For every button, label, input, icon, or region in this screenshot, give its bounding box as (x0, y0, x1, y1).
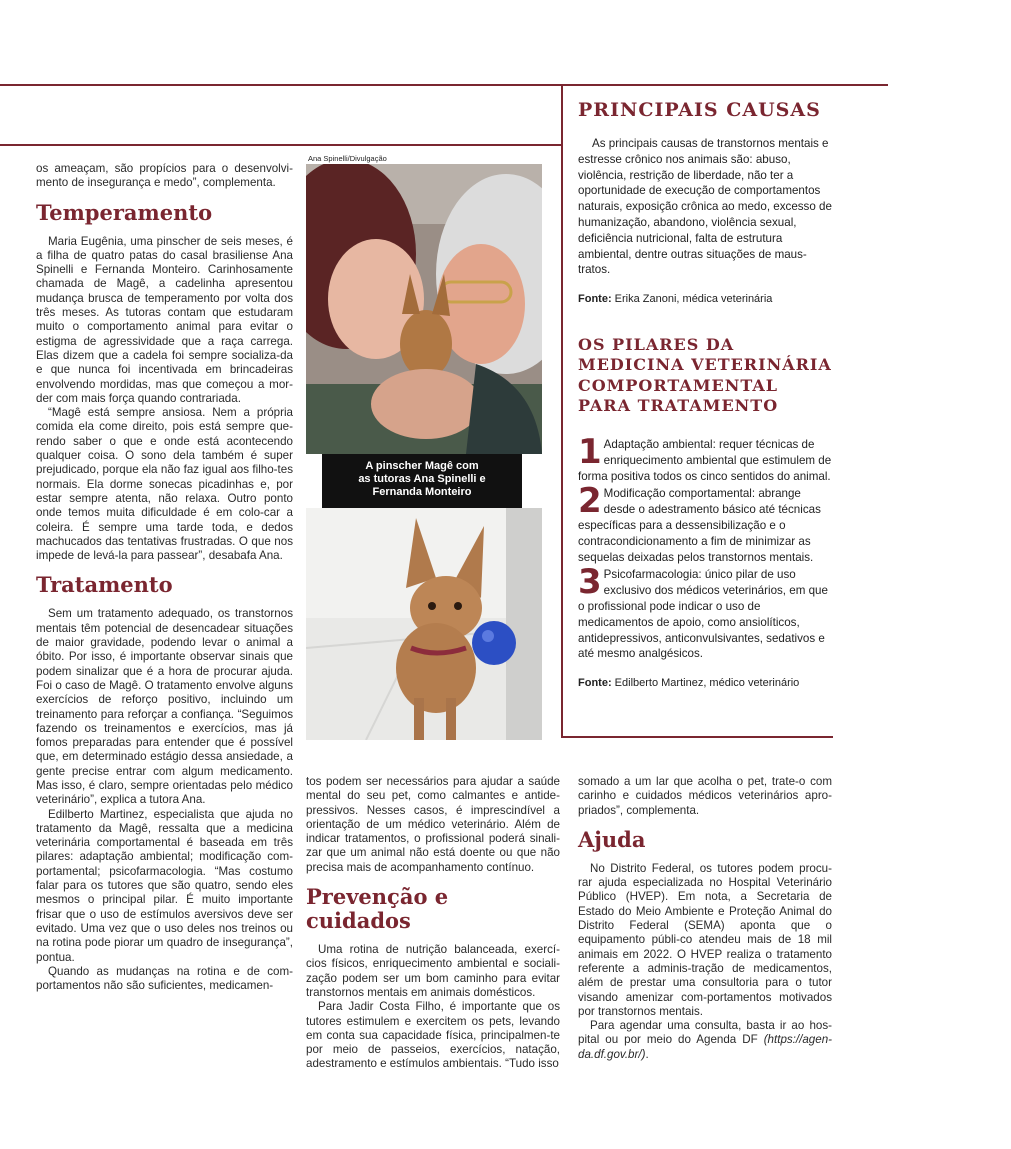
title-line: COMPORTAMENTAL (578, 375, 779, 395)
agenda-df-link[interactable]: (https://agen-da.df.gov.br/) (578, 1033, 832, 1061)
pillar-item-1 (578, 431, 834, 484)
photo-dog-illustration (306, 508, 542, 740)
paragraph: tos podem ser necessários para ajudar a saúde mental do seu pet, como calmantes e antide-pressivos. Nesses casos, é imprescindível a orientação de um médico veterinário. Além de indicar tratamentos, o profissional poderá sinali-zar que um animal não está doente ou que não precisa mais de acompanhamento contínuo. (306, 775, 560, 874)
section-heading-tratamento: Tratamento (36, 572, 173, 598)
pillar-number: 2 (578, 481, 602, 522)
paragraph (578, 1019, 832, 1062)
paragraph: Para Jadir Costa Filho, é importante que os tutores estimulem e exercitem os pets, levando em conta sua capacidade física, principalmen-te por meio de passeios, exercícios, natação, adestramento e estímulos ambientais. “Tudo isso (306, 1000, 560, 1071)
title-line: PARA TRATAMENTO (578, 396, 779, 416)
sidebar-box (578, 98, 834, 692)
title-line: MEDICINA VETERINÁRIA (578, 355, 832, 375)
paragraph: Edilberto Martinez, especialista que ajuda no tratamento da Magê, ressalta que a medicina veterinária comportamental é baseada em três pilares: adaptação ambiental; modificação com-portamental; psicofarmacologia. “Mas costumo falar para os tutores que são quatro, sendo eles mesmos o principal pilar. É muito importante frisar que o uso de estímulos aversivos deve ser evitado. Uma vez que o uso deles nos treinos ou na rotina pode piorar um quadro de insegurança”, pontua. (36, 807, 293, 964)
paragraph: Sem um tratamento adequado, os transtornos mentais têm potencial de desencadear situações de maior gravidade, podendo levar o animal a óbito. Por isso, é importante observar sinais que podem sinalizar que é a hora de procurar ajuda. Foi o caso de Magê. O tratamento envolve alguns exercícios de reforço positivo, incluindo um treinamento para reforçar a confiança. “Seguimos fazendo os treinamentos e exercícios, mas já fomos preparadas para entender que é possível que, em determinado estágio dessa ansiedade, a gente precise entrar com algum medicamento. Mas isso, é claro, sempre orientadas pelo médico veterinário”, explica a tutora Ana. (36, 607, 293, 807)
pillar-number: 3 (578, 562, 602, 603)
paragraph: Uma rotina de nutrição balanceada, exercí-cios físicos, enriquecimento ambiental e sociali-zação podem ser um bom caminho para evitar transtornos mentais em animais domésticos. (306, 943, 560, 999)
photo-dog-with-ball (306, 508, 542, 740)
paragraph: No Distrito Federal, os tutores podem procu-rar ajuda especializada no Hospital Veterinário Público (HVEP). Em nota, a Secretaria de Estado do Meio Ambiente e Proteção Animal do Distrito Federal (SEMA) aponta que o equipamento públi-co atendeu mais de 18 mil animais em 2022. O HVEP realiza o tratamento referente a adminis-tração de medicamentos, além de prestar uma consultoria para o tutor visando amenizar com-portamentos motivados por transtornos mentais. (578, 861, 832, 1018)
photo-tutors-kissing-dog (306, 164, 542, 454)
paragraph-end: . (645, 1047, 649, 1061)
pillar-item-3 (578, 562, 834, 662)
article-column-2 (306, 775, 560, 1072)
paragraph: Maria Eugênia, uma pinscher de seis meses, é a filha de quatro patas do casal brasiliense Ana Spinelli e Fernanda Monteiro. Carinhosamente chamada de Magê, a cadelinha apresentou mudança brusca de temperamento por volta dos três meses. As tutoras contam que estudaram muito o comportamento animal para evitar o estigma de agressividade que a raça carrega. Elas dizem que a cadela foi sempre socializa-da e que nunca foi incentivada em brincadeiras envolvendo mordidas, mas que começou a mor-der com mais força quando contrariada. (36, 234, 293, 405)
top-rule (0, 84, 888, 86)
paragraph: Quando as mudanças na rotina e de com-portamentos não são suficientes, medicamen- (36, 964, 293, 993)
paragraph: somado a um lar que acolha o pet, trate-o com carinho e cuidados médicos veterinários apro-priados”, complementa. (578, 775, 832, 817)
caption-line: A pinscher Magê com (365, 460, 479, 472)
title-line: OS PILARES DA (578, 334, 735, 354)
pillar-item-2 (578, 481, 834, 565)
source-label: Fonte: (578, 677, 612, 690)
photo-tutors-illustration (306, 164, 542, 454)
pillar-number: 1 (578, 431, 602, 472)
paragraph: “Magê está sempre ansiosa. Nem a própria comida ela come direito, pois está sempre que-rendo saber o que e onde está acontecendo qualquer coisa. O sono dela também é super prejudicado, porque ela não faz igual aos filho-tes normais. Ela dorme sonecas picadinhas e, por estar sempre atenta, não relaxa. Outro ponto onde temos muita dificuldade é em colo-car a coleira. É sempre uma tarde toda, e dedos machucados das tentativas frustradas. O que nos impede de levá-la para passear”, desabafa Ana. (36, 406, 293, 563)
section-heading-prevencao: Prevenção e cuidados (306, 884, 449, 934)
sidebar-left-rule (561, 86, 563, 738)
pillar-text: Psicofarmacologia: único pilar de uso exclusivo dos médicos veterinários, em que o profissional pode indicar o uso de medicamentos de apoio, como ansiolíticos, antidepressivos, anticonvulsivantes, sedativos e até mesmo analgésicos. (578, 568, 828, 661)
paragraph: os ameaçam, são propícios para o desenvolvi- mento de insegurança e medo”, complementa. (36, 162, 293, 190)
photo-credit: Ana Spinelli/Divulgação (308, 154, 387, 163)
article-column-1 (36, 162, 293, 993)
section-heading-ajuda: Ajuda (578, 826, 646, 852)
sidebar-title-pillars (578, 335, 834, 417)
sidebar-title-causes: PRINCIPAIS CAUSAS (578, 99, 821, 121)
section-heading-temperamento: Temperamento (36, 199, 213, 225)
source-edilberto (578, 676, 834, 692)
header-divider-rule (0, 144, 563, 146)
caption-line: as tutoras Ana Spinelli e (358, 473, 486, 485)
sidebar-bottom-rule (561, 736, 833, 738)
article-column-3 (578, 775, 832, 1062)
photo-caption (322, 454, 522, 508)
pillar-text: Modificação comportamental: abrange desde o adestramento básico até técnicas específicas para a dessensibilização e o contracondicionamento a fim de minimizar as sequelas deixadas pelos transtornos mentais. (578, 487, 821, 564)
paragraph-text: Para agendar uma consulta, basta ir ao hos-pital ou por meio do Agenda DF (578, 1019, 832, 1047)
source-text: Erika Zanoni, médica veterinária (611, 293, 773, 306)
causes-text: As principais causas de transtornos mentais e estresse crônico nos animais são: abuso, violência, restrição de liberdade, não ter a oportunidade de execução de comportamentos naturais, exposição crônica ao medo, excesso de humanização, abandono, violência sexual, deficiência nutricional, falta de estrutura ambiental, dentre outras situações de maus-tratos. (578, 137, 832, 277)
source-text: Edilberto Martinez, médico veterinário (611, 677, 800, 690)
source-erika (578, 292, 834, 308)
pillar-text: Adaptação ambiental: requer técnicas de enriquecimento ambiental que estimulem de forma positiva todos os cinco sentidos do animal. (578, 437, 832, 483)
caption-line: Fernanda Monteiro (372, 486, 472, 498)
source-label: Fonte: (578, 293, 612, 306)
